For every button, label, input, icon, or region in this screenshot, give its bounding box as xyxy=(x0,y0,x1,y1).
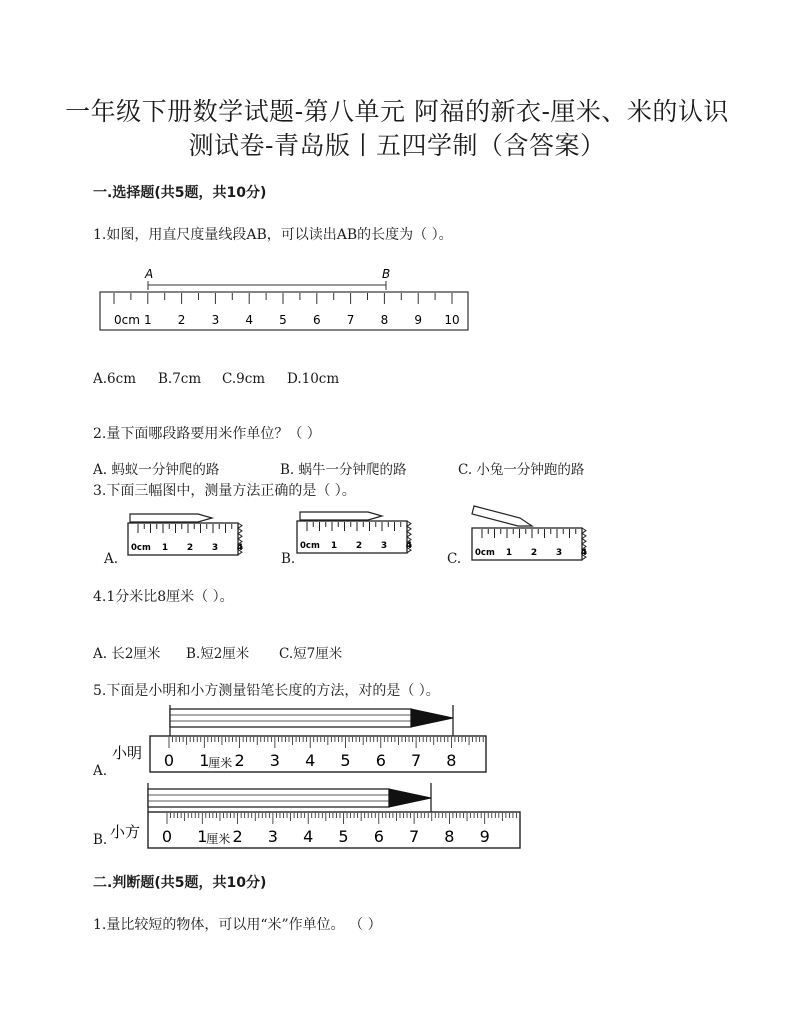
q4-option-c[interactable]: C.短7厘米 xyxy=(279,646,343,662)
q3-option-b[interactable]: B. xyxy=(281,551,296,567)
q5-ruler-number: 0 xyxy=(161,827,173,846)
q5-pencil-a xyxy=(170,709,453,727)
q3-figure-c xyxy=(472,506,587,560)
q5-person-a: 小明 xyxy=(112,744,143,762)
page-title-line1: 一年级下册数学试题-第八单元 阿福的新衣-厘米、米的认识 xyxy=(65,97,729,126)
q5-ruler-number: 6 xyxy=(375,751,386,770)
q5-person-b: 小方 xyxy=(110,823,141,841)
q3-ruler-number: 3 xyxy=(380,541,388,551)
question-3-text: 3.下面三幅图中，测量方法正确的是（ ）。 xyxy=(93,483,356,499)
q1-ruler-number: 5 xyxy=(279,313,287,327)
q5-option-b[interactable]: B. xyxy=(93,832,108,848)
q5-ruler-number: 2 xyxy=(232,827,243,846)
q5-ruler-number: 1 xyxy=(197,827,208,846)
q1-ruler-number: 10 xyxy=(444,313,460,327)
q5-pencil-tip xyxy=(389,789,431,807)
q3-ruler-number: 1 xyxy=(505,548,513,558)
q3-figures xyxy=(100,500,590,570)
q1-ruler-number: 4 xyxy=(245,313,254,327)
q3-pencil xyxy=(300,512,382,520)
q5-ruler-number: 5 xyxy=(338,827,349,846)
q3-ruler-number: 2 xyxy=(530,548,538,558)
section-heading-choice: 一.选择题(共5题，共10分) xyxy=(93,185,267,201)
q2-option-a[interactable]: A. 蚂蚁一分钟爬的路 xyxy=(93,462,220,478)
q3-ruler-unit: 0cm xyxy=(131,543,151,553)
q3-option-c[interactable]: C. xyxy=(447,551,462,567)
q3-ruler-number: 3 xyxy=(211,543,219,553)
q3-ruler-unit: 0cm xyxy=(300,541,320,551)
q3-ruler-unit: 0cm xyxy=(475,548,495,558)
q5-ruler-b xyxy=(148,812,520,848)
question-2-text: 2.量下面哪段路要用米作单位？（ ） xyxy=(93,426,321,442)
q5-unit-label: 厘米 xyxy=(206,832,231,846)
q1-label-a: A xyxy=(145,267,154,281)
q4-option-a[interactable]: A. 长2厘米 xyxy=(93,646,161,662)
q3-figure-b xyxy=(297,512,412,553)
q3-ruler-number: 1 xyxy=(161,543,169,553)
question-5-text: 5.下面是小明和小方测量铅笔长度的方法，对的是（ ）。 xyxy=(93,683,440,699)
q5-pencil-body xyxy=(148,789,389,807)
q3-pencil-tilted xyxy=(472,506,532,526)
q5-ruler-number: 0 xyxy=(163,751,175,770)
q5-pencil-b xyxy=(148,789,431,807)
q5-ruler-number: 9 xyxy=(479,827,490,846)
q5-ruler-number: 3 xyxy=(267,827,278,846)
q1-label-b: B xyxy=(382,267,391,281)
q4-option-b[interactable]: B.短2厘米 xyxy=(186,646,250,662)
q5-unit-label: 厘米 xyxy=(208,756,233,770)
q5-ruler-number: 4 xyxy=(303,827,314,846)
q1-ruler-number: 9 xyxy=(414,313,423,327)
q5-ruler-number: 7 xyxy=(409,827,420,846)
question-4-text: 4.1分米比8厘米（ ）。 xyxy=(93,589,234,605)
q5-ruler-number: 8 xyxy=(444,827,455,846)
q3-ruler-number: 4 xyxy=(580,548,588,558)
q5-ruler-number: 4 xyxy=(305,751,316,770)
q5-option-a[interactable]: A. xyxy=(93,763,108,779)
q1-ruler-number: 2 xyxy=(177,313,186,327)
q3-ruler-number: 4 xyxy=(236,543,244,553)
q5-ruler-number: 3 xyxy=(269,751,280,770)
q5-ruler-a xyxy=(150,736,486,772)
page-title-line2: 测试卷-青岛版丨五四学制（含答案） xyxy=(188,131,606,160)
q1-ruler-number: 6 xyxy=(312,313,321,327)
q3-ruler-number: 3 xyxy=(555,548,563,558)
q3-option-a[interactable]: A. xyxy=(104,551,119,567)
q1-option-c[interactable]: C.9cm xyxy=(222,371,266,387)
q5-ruler-number: 8 xyxy=(446,751,457,770)
section-heading-judge: 二.判断题(共5题，共10分) xyxy=(93,875,267,891)
q1-ruler-number: 3 xyxy=(211,313,220,327)
q1-ruler-figure xyxy=(92,262,477,334)
q1-option-a[interactable]: A.6cm xyxy=(93,371,136,387)
q5-ruler-number: 5 xyxy=(340,751,351,770)
judge-1-text: 1.量比较短的物体，可以用“米”作单位。 （ ） xyxy=(93,917,382,933)
q1-option-b[interactable]: B.7cm xyxy=(158,371,202,387)
q1-ruler-number: 1 xyxy=(143,313,152,327)
q1-ruler-number: 8 xyxy=(380,313,389,327)
q5-pencil-tip xyxy=(411,709,453,727)
q2-option-b[interactable]: B. 蜗牛一分钟爬的路 xyxy=(280,462,407,478)
q1-ruler-number: 7 xyxy=(346,313,355,327)
q1-ruler-unit: 0cm xyxy=(114,313,140,327)
question-1-text: 1.如图，用直尺度量线段AB，可以读出AB的长度为（ ）。 xyxy=(93,227,453,243)
q5-ruler-number: 1 xyxy=(199,751,210,770)
q3-pencil xyxy=(130,514,212,522)
q2-option-c[interactable]: C. 小兔一分钟跑的路 xyxy=(458,462,585,478)
q1-option-d[interactable]: D.10cm xyxy=(287,371,340,387)
q3-figure-a xyxy=(128,514,243,555)
q3-ruler-number: 4 xyxy=(405,541,413,551)
q5-ruler-number: 2 xyxy=(234,751,245,770)
q5-ruler-number: 6 xyxy=(373,827,384,846)
q5-figures xyxy=(90,700,530,850)
q5-pencil-body xyxy=(170,709,411,727)
q3-ruler-number: 1 xyxy=(330,541,338,551)
q5-ruler-number: 7 xyxy=(411,751,422,770)
q3-ruler-number: 2 xyxy=(186,543,194,553)
q3-ruler-number: 2 xyxy=(355,541,363,551)
